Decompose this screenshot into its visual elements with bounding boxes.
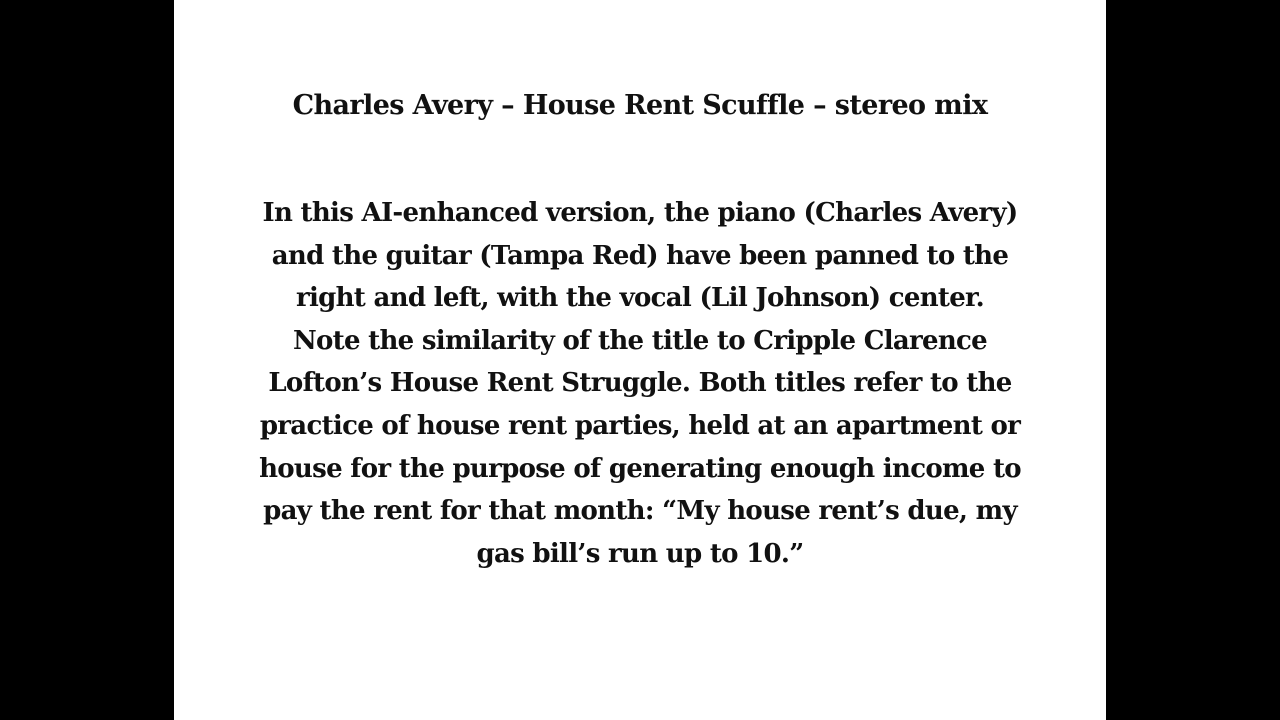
body-line: house for the purpose of generating enough income to [259,453,1021,484]
body-line: and the guitar (Tampa Red) have been panned to the [271,240,1009,271]
body-line: practice of house rent parties, held at an apartment or [259,410,1021,441]
slide-title: Charles Avery – House Rent Scuffle – stereo mix [292,90,988,121]
body-line: right and left, with the vocal (Lil Johnson) center. [295,283,985,314]
body-line: pay the rent for that month: “My house rent’s due, my [263,496,1017,527]
body-line: Lofton’s House Rent Struggle. Both titles refer to the [268,368,1012,399]
slide [174,0,1106,720]
body-line: Note the similarity of the title to Cripple Clarence [292,325,988,356]
slide-body [246,192,1034,575]
body-line: gas bill’s run up to 10.” [476,538,804,569]
body-line: In this AI-enhanced version, the piano (Charles Avery) [262,198,1018,228]
